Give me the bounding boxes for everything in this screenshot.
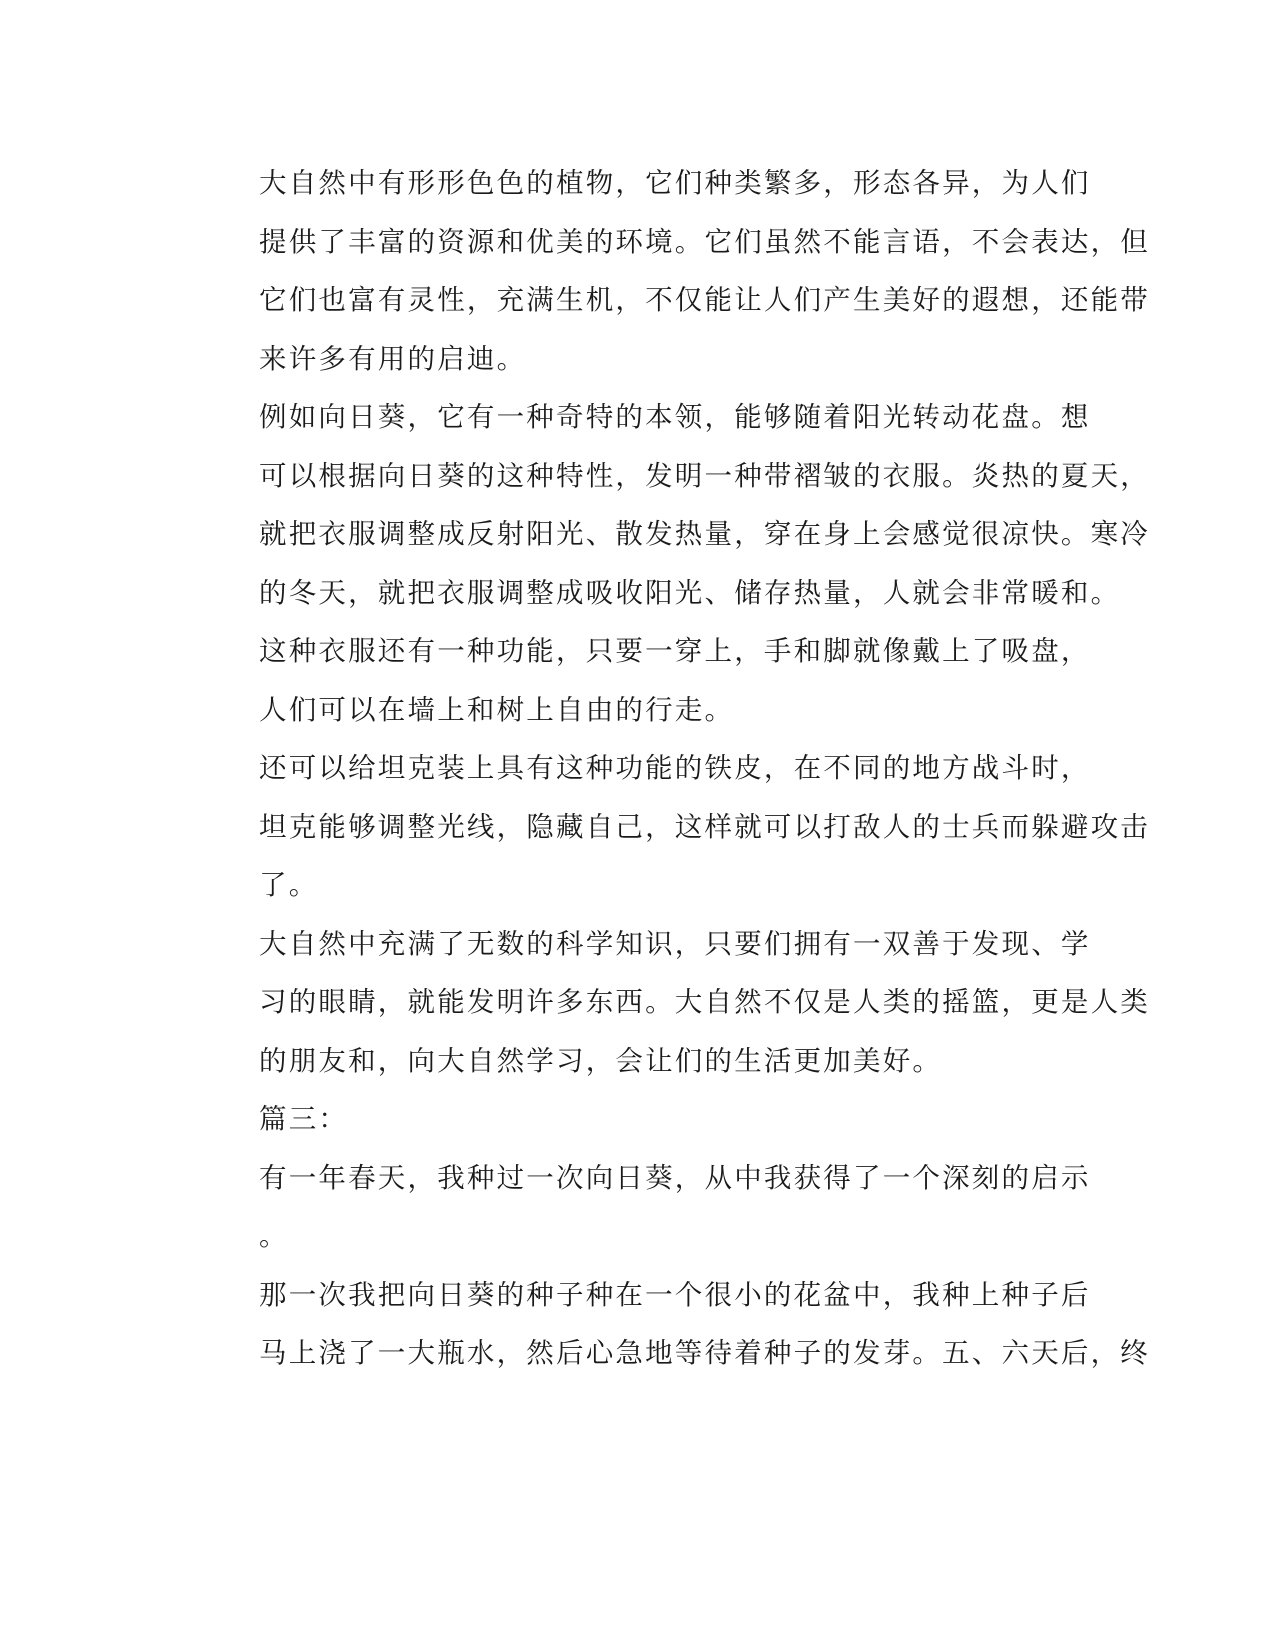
paragraph — [185, 1266, 1150, 1383]
paragraph — [185, 1149, 1091, 1266]
text-line: 提供了丰富的资源和优美的环境。它们虽然不能言语，不会表达，但 — [259, 225, 1150, 258]
text-line: 例如向日葵，它有一种奇特的本领，能够随着阳光转动花盘。想 — [259, 401, 1091, 433]
text-line: 它们也富有灵性，充满生机，不仅能让人们产生美好的遐想，还能带 — [259, 284, 1150, 316]
text-line: 马上浇了一大瓶水，然后心急地等待着种子的发芽。五、六天后，终 — [259, 1337, 1150, 1369]
text-line: 人们可以在墙上和树上自由的行走。 — [259, 693, 735, 726]
text-line: 。 — [259, 1220, 289, 1252]
text-line: 大自然中充满了无数的科学知识，只要们拥有一双善于发现、学 — [259, 927, 1091, 960]
text-line: 那一次我把向日葵的种子种在一个很小的花盆中，我种上种子后 — [259, 1278, 1091, 1311]
text-line: 这种衣服还有一种功能，只要一穿上，手和脚就像戴上了吸盘， — [259, 635, 1091, 667]
paragraph — [185, 622, 1091, 739]
text-line: 坦克能够调整光线，隐藏自己，这样就可以打敌人的士兵而躲避攻击 — [259, 810, 1150, 843]
text-line: 还可以给坦克装上具有这种功能的铁皮，在不同的地方战斗时， — [259, 752, 1091, 784]
text-line: 可以根据向日葵的这种特性，发明一种带褶皱的衣服。炎热的夏天， — [259, 459, 1150, 492]
paragraph — [185, 388, 1150, 622]
text-line: 的冬天，就把衣服调整成吸收阳光、储存热量，人就会非常暖和。 — [259, 576, 1121, 609]
text-line: 来许多有用的启迪。 — [259, 342, 527, 375]
paragraph — [185, 154, 1150, 388]
text-line: 有一年春天，我种过一次向日葵，从中我获得了一个深刻的启示 — [259, 1161, 1091, 1194]
text-line: 的朋友和，向大自然学习，会让们的生活更加美好。 — [259, 1044, 943, 1077]
text-line: 习的眼睛，就能发明许多东西。大自然不仅是人类的摇篮，更是人类 — [259, 986, 1150, 1018]
paragraph — [185, 739, 1150, 915]
document-page — [185, 154, 1150, 1383]
text-line: 就把衣服调整成反射阳光、散发热量，穿在身上会感觉很凉快。寒冷 — [259, 518, 1150, 550]
text-line: 了。 — [259, 869, 319, 901]
text-line: 大自然中有形形色色的植物，它们种类繁多，形态各异，为人们 — [259, 167, 1091, 199]
section-heading — [185, 1090, 1065, 1149]
paragraph — [185, 915, 1150, 1091]
text-line: 篇三： — [259, 1103, 349, 1135]
